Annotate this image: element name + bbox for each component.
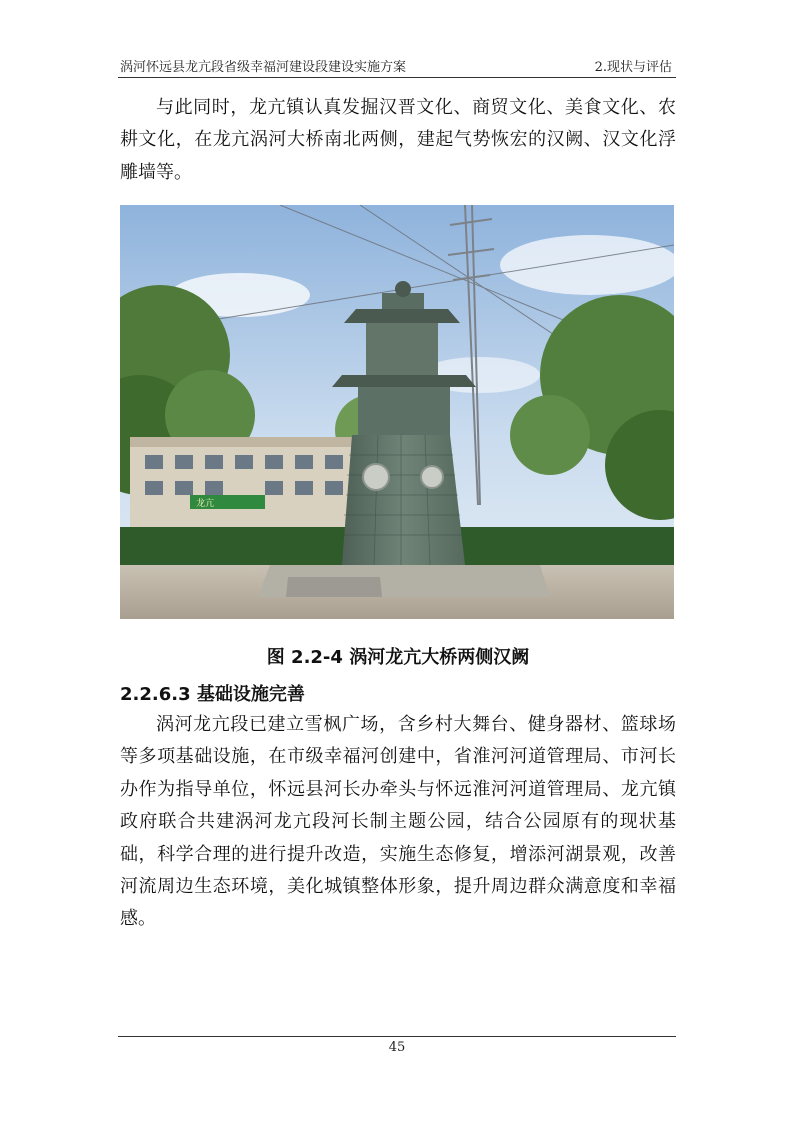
storefront-sign-text: 龙亢 xyxy=(196,499,215,509)
paragraph-infrastructure: 涡河龙亢段已建立雪枫广场，含乡村大舞台、健身器材、篮球场等多项基础设施，在市级幸福河创建中，省淮河河道管理局、市河长办作为指导单位，怀远县河长办牵头与怀远淮河河道管理局、龙亢镇政府联合共建涡河龙亢段河长制主题公园，结合公园原有的现状基础，科学合理的进行提升改造，实施生态修复，增添河湖景观，改善河流周边生态环境，美化城镇整体形象，提升周边群众满意度和幸福感。 xyxy=(120,714,676,930)
han-que-photo xyxy=(120,205,674,619)
footer-divider xyxy=(118,1036,676,1037)
paragraph-han-culture: 与此同时，龙亢镇认真发掘汉晋文化、商贸文化、美食文化、农耕文化，在龙亢涡河大桥南北两侧，建起气势恢宏的汉阙、汉文化浮雕墙等。 xyxy=(120,97,676,183)
page-number: 45 xyxy=(388,1040,406,1055)
figure-caption: 图 2.2-4 涡河龙亢大桥两侧汉阙 xyxy=(266,647,530,668)
section-heading: 2.2.6.3 基础设施完善 xyxy=(120,684,305,705)
header-document-title: 涡河怀远县龙亢段省级幸福河建设段建设实施方案 xyxy=(120,60,407,75)
header-section-label: 2.现状与评估 xyxy=(594,60,672,75)
header-divider xyxy=(118,77,676,78)
